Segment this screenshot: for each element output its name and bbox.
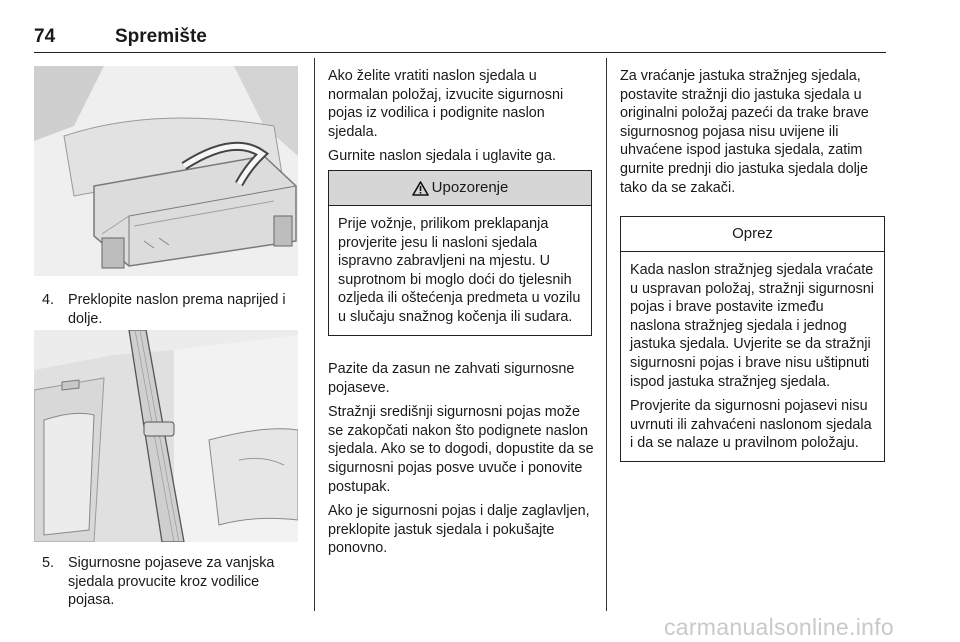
caution-box <box>620 216 885 462</box>
caution-header <box>621 217 884 252</box>
paragraph: Ako je sigurnosni pojas i dalje zaglavljen, preklopite jastuk sjedala i pokušajte ponovno. <box>328 503 590 557</box>
figure-seat-belt-guide <box>34 330 298 542</box>
middle-after <box>328 360 594 564</box>
figure-folded-seat <box>34 66 298 276</box>
caution-body <box>621 252 884 461</box>
column-divider-left <box>314 58 315 611</box>
middle-intro <box>328 67 594 172</box>
paragraph: Stražnji središnji sigurnosni pojas može se zakopčati nakon što podignete naslon sjedala. Ako se to dogodi, dopustite da se sigurnosni pojas posve uvuče i ponovite postupak. <box>328 404 594 495</box>
watermark: carmanualsonline.info <box>663 614 894 640</box>
warning-title: Upozorenje <box>431 178 509 196</box>
warning-triangle-icon <box>412 181 429 196</box>
page-number: 74 <box>34 26 56 47</box>
step-text: Sigurnosne pojaseve za vanjska sjedala provucite kroz vodilice pojasa. <box>68 555 275 609</box>
page-header <box>34 22 886 53</box>
paragraph: Gurnite naslon sjedala i uglavite ga. <box>328 148 556 165</box>
paragraph: Za vraćanje jastuka stražnjeg sjedala, postavite stražnji dio jastuka sjedala u originalni položaj pazeći da trake brave sigurnosnog pojasa nisu uvijene ili uhvaćene ispod jastuka sjedala, zatim gurnite prednji dio jastuka sjedala dolje tako da se zakači. <box>620 68 869 196</box>
warning-text: Prije vožnje, prilikom preklapanja provjerite jesu li nasloni sjedala ispravno zabravljeni na mjestu. U suprotnom bi moglo doći do tjelesnih ozljeda ili oštećenja predmeta u vozilu u slučaju snažnog kočenja ili sudara. <box>338 216 581 325</box>
caution-text: Provjerite da sigurnosni pojasevi nisu uvrnuti ili zahvaćeni naslonom sjedala i da se nalaze u pravilnom položaju. <box>630 398 872 452</box>
seat-fold-illustration <box>34 66 298 276</box>
right-intro <box>620 67 888 203</box>
belt-guide-illustration <box>34 330 298 542</box>
paragraph: Pazite da zasun ne zahvati sigurnosne pojaseve. <box>328 361 575 396</box>
page-title: Spremište <box>115 26 207 47</box>
caution-text: Kada naslon stražnjeg sjedala vraćate u uspravan položaj, stražnji sigurnosni pojas i brave postavite između naslona stražnjeg sjedala i jednog jastuka sjedala. Uvjerite se da stražnji sigurnosni pojas i brave nisu uštipnuti ispod jastuka stražnjeg sjedala. <box>630 262 874 390</box>
warning-body <box>329 206 591 335</box>
caution-title: Oprez <box>732 224 773 242</box>
step-number: 4. <box>42 292 55 308</box>
warning-box <box>328 170 592 336</box>
column-divider-right <box>606 58 607 611</box>
step-number: 5. <box>42 555 55 571</box>
warning-header <box>329 171 591 206</box>
paragraph: Ako želite vratiti naslon sjedala u normalan položaj, izvucite sigurnosni pojas iz vodilica i podignite naslon sjedala. <box>328 68 564 140</box>
step-text: Preklopite naslon prema naprijed i dolje. <box>68 292 286 327</box>
